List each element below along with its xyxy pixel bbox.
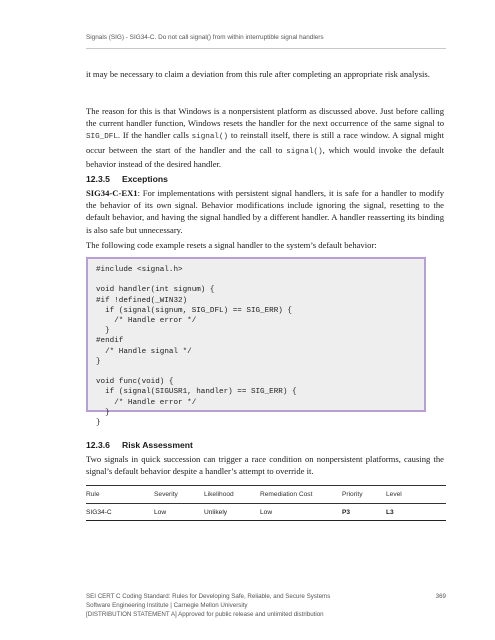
table-header-severity: Severity — [154, 491, 178, 498]
table-header-likelihood: Likelihood — [204, 491, 234, 498]
risk-assessment-table — [86, 485, 446, 521]
code-example: #include <signal.h> void handler(int signum) { #if !defined(_WIN32) if (signal(signum, SIG_DFL) == SIG_ERR) { /* Handle error */ } #endif /* Handle signal */ } void func(void) { if (signal(SIGUSR1, handler) == SIG_ERR) { /* Handle error */ } } — [96, 266, 297, 428]
risk-heading-number: 12.3.6 — [86, 440, 110, 450]
running-header: Signals (SIG) - SIG34-C. Do not call signal() from within interruptible signal handlers — [86, 34, 324, 41]
footer-line-title: SEI CERT C Coding Standard: Rules for Developing Safe, Reliable, and Secure Systems — [86, 593, 331, 600]
exceptions-heading-number: 12.3.5 — [86, 174, 110, 184]
table-cell-remediation-cost: Low — [260, 509, 273, 516]
paragraph-windows-reason-text-b: . If the handler calls — [117, 130, 192, 141]
page-footer — [86, 593, 446, 619]
exceptions-heading — [86, 174, 168, 184]
inline-code-signal-call-2: signal() — [286, 147, 323, 156]
table-header-rule-col: Rule — [86, 491, 100, 498]
table-cell-likelihood: Unlikely — [204, 509, 228, 516]
paragraph-windows-reason — [86, 105, 444, 170]
table-top-rule — [86, 485, 446, 486]
paragraph-code-intro: The following code example resets a signal handler to the system’s default behavior: — [86, 240, 377, 250]
paragraph-exception-ex1 — [86, 187, 444, 236]
table-cell-priority: P3 — [342, 509, 351, 516]
table-header-rule — [86, 503, 446, 504]
header-rule — [86, 48, 446, 49]
paragraph-windows-reason-text-c: to reinstall itself, there is still a race window. A signal might occur between the start of the handler and the call to — [86, 130, 444, 155]
table-header-remediation-cost: Remediation Cost — [260, 491, 313, 498]
risk-assessment-heading — [86, 440, 193, 450]
code-example-box — [86, 257, 426, 428]
footer-line-distribution: [DISTRIBUTION STATEMENT A] Approved for public release and unlimited distribution — [86, 610, 324, 618]
inline-code-sig-dfl: SIG_DFL — [86, 133, 118, 142]
paragraph-windows-reason-text-a: The reason for this is that Windows is a nonpersistent platform as discussed above. Just before calling the current handler function, Windows resets the handler for the next occurrence of the same signal to — [86, 106, 444, 129]
table-bottom-rule — [86, 520, 446, 521]
exception-text: : For implementations with persistent signal handlers, it is safe for a handler to modify the behavior of its own signal. Behavior modifications include ignoring the signal, resetting to the default behavior, and having the signal handled by a different handler. A handler reasserting its binding is also safe but unnecessary. — [86, 188, 444, 235]
risk-heading-title: Risk Assessment — [122, 440, 193, 450]
table-cell-level: L3 — [386, 509, 394, 516]
inline-code-signal-call: signal() — [191, 133, 229, 142]
paragraph-risk-assessment: Two signals in quick succession can trigger a race condition on nonpersistent platforms, causing the signal’s default behavior despite a handler’s attempt to override it. — [86, 454, 444, 477]
table-cell-rule: SIG34-C — [86, 509, 112, 516]
exception-label: SIG34-C-EX1 — [86, 188, 138, 198]
table-header-level: Level — [386, 491, 402, 498]
table-header-priority: Priority — [342, 491, 363, 498]
table-cell-severity: Low — [154, 509, 167, 516]
page-number: 369 — [435, 593, 446, 600]
paragraph-deviation: it may be necessary to claim a deviation from this rule after completing an appropriate risk analysis. — [86, 69, 430, 79]
exceptions-heading-title: Exceptions — [122, 174, 168, 184]
footer-line-institute: Software Engineering Institute | Carnegie Mellon University — [86, 601, 248, 609]
paragraph-windows-reason-text-d: , which would invoke the default behavior instead of the desired handler. — [86, 144, 444, 169]
